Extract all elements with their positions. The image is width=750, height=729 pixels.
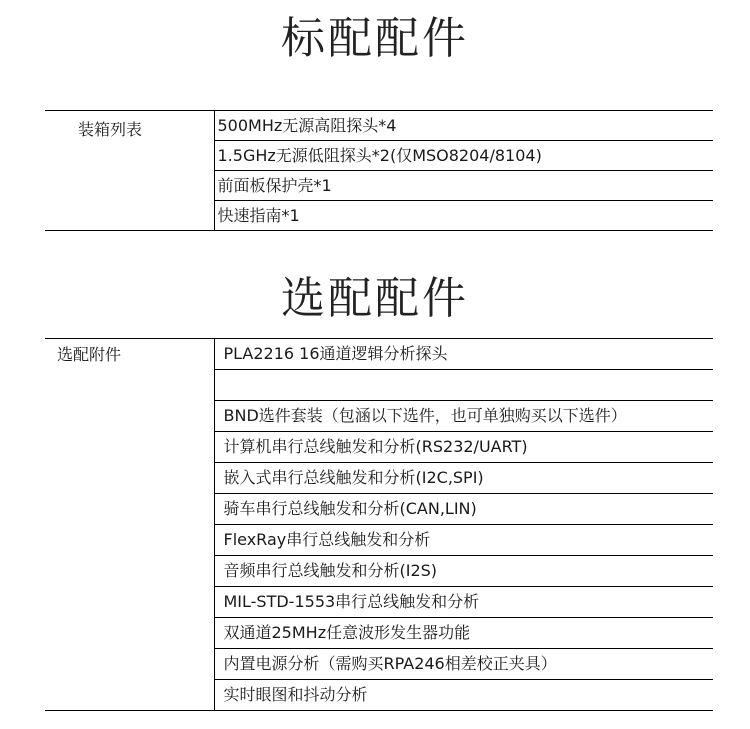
list-item: FlexRay串行总线触发和分析 (214, 525, 713, 556)
list-item: 1.5GHz无源低阻探头*2(仅MSO8204/8104) (214, 141, 713, 171)
list-item: 500MHz无源高阻探头*4 (214, 111, 713, 141)
optional-attachments-label: 选配附件 (45, 339, 214, 711)
list-item: 前面板保护壳*1 (214, 171, 713, 201)
list-item: MIL-STD-1553串行总线触发和分析 (214, 587, 713, 618)
table-row (45, 339, 713, 370)
list-item: BND选件套装（包涵以下选件，也可单独购买以下选件） (214, 401, 713, 432)
list-item: 快速指南*1 (217, 205, 300, 225)
list-item: 音频串行总线触发和分析(I2S) (214, 556, 713, 587)
list-item (214, 370, 713, 401)
list-item: 双通道25MHz任意波形发生器功能 (214, 618, 713, 649)
packing-list-label: 装箱列表 (45, 111, 214, 231)
list-item: 实时眼图和抖动分析 (223, 685, 368, 704)
list-item: 内置电源分析（需购买RPA246相差校正夹具） (214, 649, 713, 680)
list-item: 嵌入式串行总线触发和分析(I2C,SPI) (214, 463, 713, 494)
standard-accessories-table (45, 110, 713, 231)
list-item: 骑车串行总线触发和分析(CAN,LIN) (214, 494, 713, 525)
optional-accessories-table (45, 338, 713, 711)
list-item: PLA2216 16通道逻辑分析探头 (214, 339, 713, 370)
optional-accessories-title: 选配配件 (281, 273, 469, 324)
list-item: 计算机串行总线触发和分析(RS232/UART) (214, 432, 713, 463)
standard-accessories-title: 标配配件 (281, 13, 469, 64)
table-row (45, 111, 713, 141)
